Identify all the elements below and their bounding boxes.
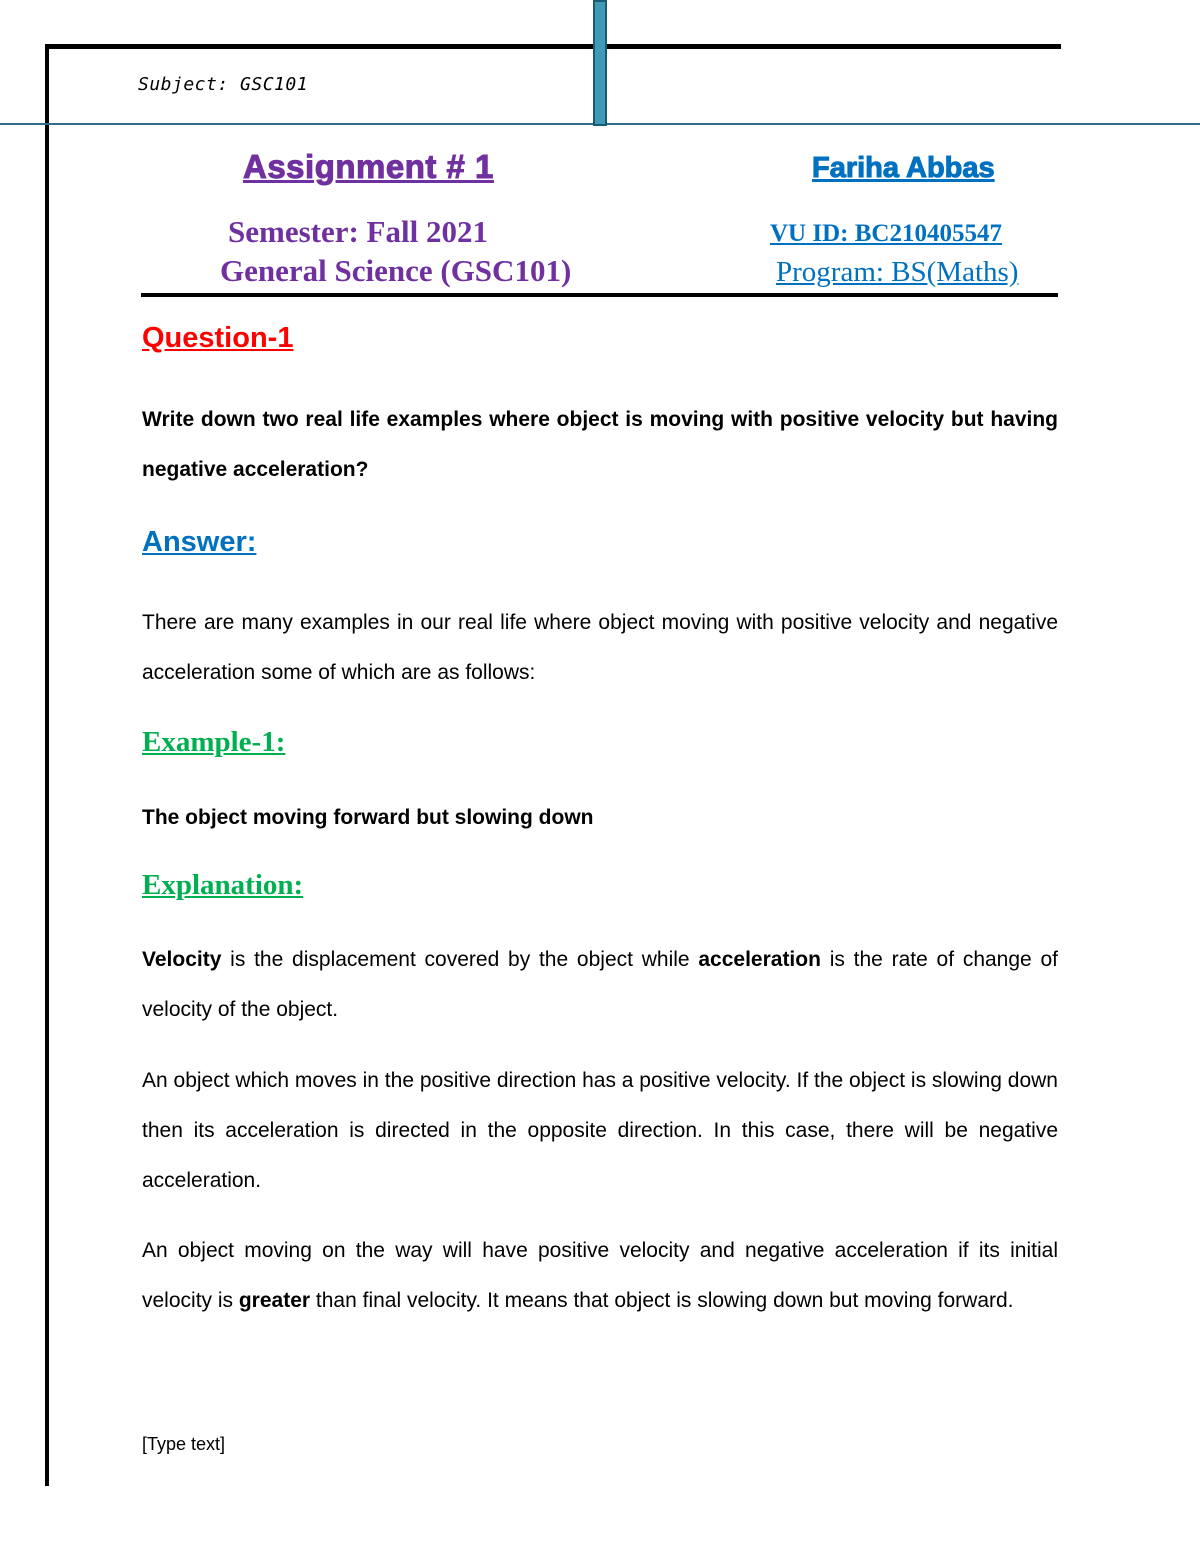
question-text: Write down two real life examples where object is moving with positive velocity but having negative acceleration? bbox=[142, 408, 1058, 481]
course-label: General Science (GSC101) bbox=[220, 253, 572, 288]
explanation-paragraph-1 bbox=[142, 935, 1058, 1035]
example-heading: Example-1: bbox=[142, 726, 286, 758]
header-accent-bar bbox=[593, 0, 607, 126]
footer-placeholder-text: [Type text] bbox=[142, 1434, 226, 1454]
answer-text: There are many examples in our real life where object moving with positive velocity and negative acceleration some of which are as follows: bbox=[142, 611, 1058, 684]
term-greater: greater bbox=[238, 1289, 311, 1312]
term-acceleration: acceleration bbox=[698, 948, 821, 971]
subject-label: Subject: GSC101 bbox=[138, 74, 309, 95]
explanation-heading: Explanation: bbox=[142, 869, 304, 901]
example-text: The object moving forward but slowing down bbox=[142, 806, 594, 829]
explanation-paragraph-3 bbox=[142, 1226, 1058, 1326]
page-frame-left-line bbox=[45, 44, 49, 1486]
answer-heading: Answer: bbox=[142, 526, 257, 558]
semester-label: Semester: Fall 2021 bbox=[228, 214, 488, 249]
explanation-paragraph-2: An object which moves in the positive direction has a positive velocity. If the object is slowing down then its acceleration is directed in the opposite direction. In this case, there will be negative acceleration. bbox=[142, 1069, 1058, 1192]
vu-id-label: VU ID: BC210405547 bbox=[770, 220, 1002, 247]
program-label: Program: BS(Maths) bbox=[776, 256, 1019, 288]
question-heading: Question-1 bbox=[142, 322, 294, 354]
explanation-p3-end: than final velocity. It means that object is slowing down but moving forward. bbox=[310, 1289, 1014, 1312]
explanation-p3-start: An object moving on the way will have positive velocity and negative acceleration if its initial velocity is bbox=[142, 1239, 1058, 1312]
explanation-p1-middle: is the displacement covered by the object while bbox=[221, 948, 699, 971]
author-name: Fariha Abbas bbox=[812, 152, 995, 184]
title-divider-line bbox=[141, 293, 1058, 297]
term-velocity: Velocity bbox=[142, 948, 222, 971]
assignment-title: Assignment # 1 bbox=[243, 148, 494, 185]
page-frame-top-line bbox=[45, 44, 1061, 49]
explanation-p1-end: is the rate of change of velocity of the object. bbox=[142, 948, 1058, 1021]
